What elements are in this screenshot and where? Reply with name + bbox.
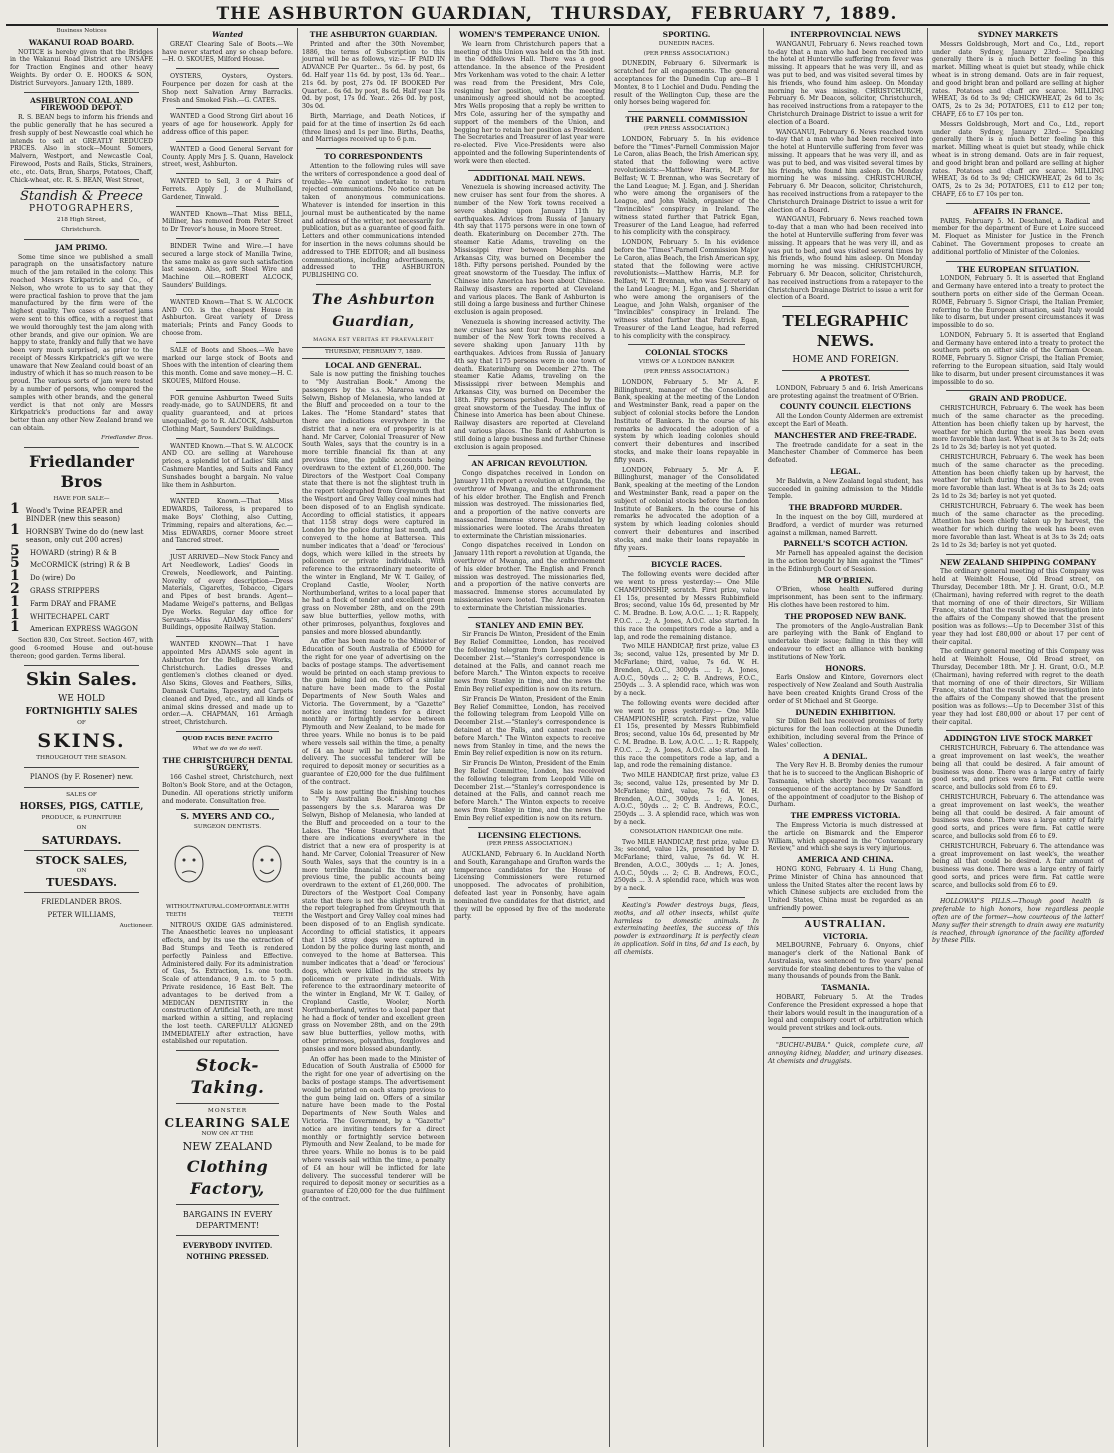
honors-body: Earls Onslow and Kintore, Governors elect respectively of New Zealand and South Australia have been created Knights Grand Cross of the order of St Michael and St George. (768, 674, 923, 705)
interprovincial-head: INTERPROVINCIAL NEWS (790, 30, 901, 39)
america-china-head: AMERICA AND CHINA. (797, 855, 894, 865)
stanley-body: Sir Francis De Winton, President of the Emin Bey Relief Committee, London, has received the following telegram from Leopold Ville on December 21st.—"Stanley's correspondence is detained at the Falls, and cannot reach me before March." The Winton expects to receive news from Stanley in time, and the news the Emin Bey relief expedition is now on its return. (454, 695, 605, 758)
classified-ad: WANTED Known.—That S. W. ALCOCK AND CO. are selling at Warehouse prices, a splendid lot of Ladies' Silk and Cashmere Mantles, and Suits and Fancy Sunshades bought a bargain. No value like them in Ashburton. (162, 442, 293, 489)
list-item: 1 WHITECHAPEL CART (10, 606, 110, 623)
local-body: Sale is now putting the finishing touches to "My Australian Book." Among the passengers by the s.s. Mararoa was Dr Selwyn, Bishop of Melanesia, who landed at the Bluff and proceeded on a tour to the Lakes. The "Home Standard" states that there are indications everywhere in the district that a new era of prosperity is at hand. Mr Carver, Colonial Treasurer of New South Wales, says that the country is in a more terrible financial fix than at any previous time, the public accounts being overdrawn to the extent of £1,260,000. The Directors of the Westport Coal Company state that there is not the slightest truth in the report telegraphed from Greymouth that the Westport and Grey Valley coal mines had been disposed of to an English syndicate. According to official statistics, it appears that 1158 stray dogs were captured in London by the police during last month, and conveyed to the home at Battersea. This number indicates that a 'dead' or 'ferocious' dogs, which were killed in the streets by policemen or private individuals. With reference to the extraordinary meteorite of the winter in England, Mr W. T. Gailey, of Cropland Castle, Wooler, North Northumberland, writes to a local paper that he had a flock of tender and excellent green grass on November 28th, and on the 29th saw blue butterflies, yellow moths, with other primroses, polyanthus, foxgloves and pansies and more blossed abundantly. (302, 371, 445, 636)
legal-head: LEGAL. (830, 467, 861, 477)
holloway-ad: HOLLOWAY'S PILLS.—Though good health is preferable to high honors, how regardless people often are of the former—how courteous of the latter! Many suffer their strength to drain away ere maturity is reached, through ignorance of the facility afforded by these Pills. (932, 898, 1104, 945)
births-notices: Birth, Marriage, and Death Notices, if paid for at the time of insertion 2s 6d each (three lines) and 1s per line. Births, Deaths, and Marriages received up to 6 p.m. (302, 112, 445, 144)
colonial-sub: VIEWS OF A LONDON BANKER (638, 359, 735, 366)
keating-ad: Keating's Powder destroys bugs, fleas, moths, and all other insects, whilst quite harmless to domestic animals. In exterminating beetles, the success of this powder is extraordinary. It is perfectly clean in application. Sold in tins, 6d and 1s each, by all chemists. (614, 902, 759, 956)
classified-ad: WANTED a Good Strong Girl about 16 years of age for housework. Apply for address office of this paper. (162, 113, 293, 136)
classified-ad: WANTED KNOWN—That I have appointed Mrs ADAMS sole agent in Ashburton for the Bellgas Dye Works, Christchurch. Ladies dresses and gentlemen's clothes cleaned or dyed. Also Skins, Gloves and Feathers, Silks, Damask Curtains, Tapestry, and Carpets cleaned and Dyed, etc., and all kinds of animal skins dressed and made up to order.—A. CHAPMAN, 161 Armagh street, Christchurch. (162, 641, 293, 727)
honors-head: HONORS. (825, 663, 866, 673)
sporting-head: SPORTING. (662, 30, 711, 39)
parnell-scotch-body: Mr Parnell has appealed against the decision in the action brought by him against the "Times" in the Edinburgh Court of Session. (768, 550, 923, 573)
columns (6, 28, 1108, 1447)
mail-body: Venezuela is showing increased activity. The new cruiser has sent four from the shores. A number of the New York towns received a severe shaking upon January 11th by earthquakes. Advices from Russia of January 4th say that 1175 persons were in one town of death. Ekaterinburg on December 27th. The steamer Katie Adams, traveling on the Mississippi river between Memphis and Arkansas City, was burned on December the 18th. Fifty persons perished. Pounded by the great snowstorm of the Tuesday. The influx of Chinese into America has been about Chinese. Railway disasters are reported at Cleveland and various places. The Bank of Ashburton is still doing a large business and further Chinese exclusion is again proposed. (454, 318, 605, 451)
studio-address: 218 High Street, (56, 217, 107, 224)
parnell-scotch-head: PARNELL'S SCOTCH ACTION. (783, 539, 908, 549)
local-body-2: An offer has been made to the Minister of Education of South Australia of £5000 for the right for one year of advertising on the backs of postage stamps. The advertisement would be printed on each stamp previous to the gum being laid on. Offers of a similar nature have been made to the Postal Departments of New South Wales and Victoria. The Government, by a "Gazette" notice are inviting tenders for a direct monthly or fortnightly service between Plymouth and New Zealand, to be made for three years. While no bonus is to be paid where vessels sail within the time, a penalty of £4 an hour will be inflicted for late delivery. The successful tenderer will be required to deposit money or securities as a guarantee of £20,000 for the due fulfilment of the contract. (302, 638, 445, 786)
classified-ad: BINDER Twine and Wire.—I have secured a large stock of Manilla Twine, the same make as gave such satisfaction last season. Also, soft Steel Wire and Machine Oil.—ROBERT ALCOCK, Saunders' Buildings. (162, 242, 293, 289)
stock-taking-title: Stock-Taking. (190, 1056, 265, 1099)
list-item: 1 Do (wire) Do (10, 568, 76, 585)
skin-of: OF (77, 719, 86, 726)
myers-head: S. MYERS AND CO., (180, 812, 275, 823)
motto: QUOD FACIS BENE FACITO (182, 735, 273, 742)
temperance-head: WOMEN'S TEMPERANCE UNION. (459, 30, 600, 39)
mail-body: Venezuela is showing increased activity. The new cruiser has sent four from the shores. A number of the New York towns received a severe shaking upon January 11th by earthquakes. Advices from Russia of January 4th say that 1175 persons were in one town of death. Ekaterinburg on December 27th. The steamer Katie Adams, traveling on the Mississippi river between Memphis and Arkansas City, was burned on December the 18th. Fifty persons perished. Pounded by the great snowstorm of the Tuesday. The influx of Chinese into America has been about Chinese. Railway disasters are reported at Cleveland and various places. The Bank of Ashburton is still doing a large business and further Chinese exclusion is again proposed. (454, 184, 605, 317)
motto-sub: What we do we do well. (192, 745, 263, 752)
masthead-date: FEBRUARY 7, 1889. (690, 4, 898, 24)
shipping-body: The ordinary general meeting of this Company was held at Weinholt House, Old Broad street, on Thursday, December 18th. Mr J. H. Grant, O.O., M.P. (Chairman), having referred with regret to the death that morning of one of their directors, Sir William France, stated that the result of the investigation into the affairs of the Company showed that the present position was as follows:—Up to December 31st of this year they had lost £80,000 or about 17 per cent of their capital. (932, 568, 1104, 646)
colonial-body: LONDON, February 5. Mr A. F. Billinghurst, manager of the Consolidated Bank, speaking at the meeting of the London and Westminster Bank, read a paper on the subject of colonial stocks before the London Institute of Bankers. In the course of his remarks he advocated the adoption of a system by which leading colonies should convert their debentures and inscribed stocks, and make their loans repayable in fifty years. (614, 378, 759, 464)
local-body: Sale is now putting the finishing touches to "My Australian Book." Among the passengers by the s.s. Mararoa was Dr Selwyn, Bishop of Melanesia, who landed at the Bluff and proceeded on a tour to the Lakes. The "Home Standard" states that there are indications everywhere in the district that a new era of prosperity is at hand. Mr Carver, Colonial Treasurer of New South Wales, says that the country is in a more terrible financial fix than at any previous time, the public accounts being overdrawn to the extent of £1,260,000. The Directors of the Westport Coal Company state that there is not the slightest truth in the report telegraphed from Greymouth that the Westport and Grey Valley coal mines had been disposed of to an English syndicate. According to official statistics, it appears that 1158 stray dogs were captured in London by the police during last month, and conveyed to the home at Battersea. This number indicates that a 'dead' or 'ferocious' dogs, which were killed in the streets by policemen or private individuals. With reference to the extraordinary meteorite of the winter in England, Mr W. T. Gailey, of Cropland Castle, Wooler, North Northumberland, writes to a local paper that he had a flock of tender and excellent green grass on November 28th, and on the 29th saw blue butterflies, yellow moths, with other primroses, polyanthus, foxgloves and pansies and more blossed abundantly. (302, 788, 445, 1053)
friedlander-list (10, 501, 153, 636)
column-2 (158, 28, 298, 1447)
buchu-ad: "BUCHU-PAIBA." Quick, complete cure, all annoying kidney, bladder, and urinary diseases. At chemists and druggists. (768, 1042, 923, 1065)
australian-head: AUSTRALIAN. (804, 919, 887, 930)
wakanui-body: NOTICE is hereby given that the Bridges in the Wakanui Road District are UNSAFE for Traction Engines and other heavy Weights. By order O. E. HOOKS & SON, District Surveyors. January 12th, 1889. (10, 48, 153, 87)
manchester-head: MANCHESTER AND FREE-TRADE. (774, 430, 917, 440)
proposed-bank-head: THE PROPOSED NEW BANK. (784, 611, 907, 621)
dental-faces-illustration (167, 836, 289, 900)
denial-head: A DENIAL. (823, 751, 868, 761)
addington-body: CHRISTCHURCH, February 6. The attendance was a great improvement on last week's, the weather being all that could be desired. A fair amount of business was done. There was a large entry of fairly good sorts, and prices were firm. Fat cattle were scarce, and bullocks sold from £6 to £9. (932, 842, 1104, 889)
monster: MONSTER (207, 1108, 248, 1115)
jam-head: JAM PRIMO. (55, 242, 108, 252)
bicycle-head: BICYCLE RACES. (650, 560, 723, 570)
stanley-head: STANLEY AND EMIN BEY. (475, 620, 584, 630)
everybody-invited: EVERYBODY INVITED. NOTHING PRESSED. (182, 1240, 273, 1261)
list-item: 5 McCORMICK (string) R & B (10, 555, 130, 572)
proposed-bank-body: The promoters of the Anglo-Australian Bank are parleying with the Bank of England to undertake their issue; failing in this they will endeavour to effect an alliance with banking institutions of New York. (768, 622, 923, 661)
protest-head: A PROTEST. (820, 374, 871, 384)
telegraphic-sub: HOME AND FOREIGN. (792, 355, 899, 366)
pianos: PIANOS (by F. Rosener) new. (29, 773, 134, 782)
sporting-body: DUNEDIN, February 6. Silvermark is scratched for all engagements. The general acceptances for the Dunedin Cup are—B 1 Montex, 8 to 1 Lochiel and Dudu. Pending the result of the Wellington Cup, these are the only horses being wagered for. (614, 60, 759, 107)
list-item: 5 HOWARD (string) R & B (10, 542, 117, 559)
clothing-factory: Clothing Factory, (186, 1156, 269, 1198)
classified-ad: OYSTERS, Oysters, Oysters. Fourpence per dozen for cash at the Shop next Salvation Army Barracks. Fresh and Smoked Fish.—G. CATES. (162, 73, 293, 104)
classified-ad: WANTED Known.—That Miss EDWARDS, Tailoress, is prepared to make Boys' Clothing, also Cutting, Trimming, repairs and alterations, &c.—Miss EDWARDS, corner Moore street and Tancred street. (162, 498, 293, 545)
exhibition-body: Sir Dillon Bell has received promises of forty pictures for the loan collection at the Dunedin exhibition, including several from the Prince of Wales' collection. (768, 718, 923, 749)
situation-body: LONDON, February 5. It is asserted that England and Germany have entered into a treaty to protect the southern ports on either side of the German Ocean. ROME, February 5. Signor Crispi, the Italian Premier, referring to the European situation, said Italy would like to disarm, but under present circumstances it was impossible to do so. (932, 331, 1104, 386)
paper-motto: MAGNA EST VERITAS ET PRAEVALEBIT (313, 336, 434, 343)
studio-signature: Standish & Preece (20, 189, 143, 205)
temperance-body: We learn from Christchurch papers that a meeting of this Union was held on the 5th inst. in the Oddfellows Hall. There was a good attendance. In the absence of the President Mrs Vorkenham was voted to the chair. A letter was read from the President, Mrs Cole, resigning her position, which the meeting unanimously agreed should not be accepted. Mrs Wells proposing that a reply be written to Mrs Cole, assuring her of the sympathy and support of the members of the Union, and begging her to retain her position as President. The Secretaries and Treasurer of last year were re-elected. Five Vice-Presidents were also appointed and the following Superintendents of work were then elected. (454, 40, 606, 165)
new-zealand: NEW ZEALAND (182, 1139, 273, 1153)
consolation-head: CONSOLATION HANDICAP. One mile. (629, 828, 744, 835)
myers-sub: SURGEON DENTISTS. (193, 824, 262, 831)
manchester-body: The freetrade candidate for a seat in the Manchester Chamber of Commerce has been defeated. (768, 441, 923, 465)
affairs-body: PARIS, February 5. M. Deschanel, a Radical and member for the department of Eure et Loire succeed M. Floquet as Minister for Justice in the French Cabinet. The Government proposes to create an additional portfolio of Minister of the Colonies. (932, 217, 1104, 256)
skin-we-hold: WE HOLD (57, 693, 106, 704)
interprovincial-body: WANGANUI, February 6. News reached town to-day that a man who had been received into the hotel at Hunterville suffering from fever was missing. It appears that he was very ill, and as was put to bed, and was visited several times by his friends, who found him asleep. On Monday morning he was missing. CHRISTCHURCH, February 6. Mr Deacon, solicitor, Christchurch, has received instructions from a ratepayer to the Christchurch Drainage District to issue a writ for election of a Board. (768, 216, 923, 302)
column-3 (298, 28, 450, 1447)
sydney-body: Messrs Goldsbrough, Mort and Co., Ltd., report under date Sydney, January 23rd:— Speaking generally there is a much better feeling in this market. Milling wheat is quiet but steady, while chick wheat is in strong demand. Oats are in fair request, and good bright bran and pollard are selling at higher rates. Potatoes and chaff are scarce. MILLING WHEAT, 3s 6d to 3s 9d; CHICKWHEAT, 2s 6d to 3s; OATS, 2s to 2s 3d; POTATOES, £11 to £12 per ton; CHAFF, £6 to £7 10s per ton. (932, 120, 1104, 198)
licensing-sub: (PER PRESS ASSOCIATION.) (486, 841, 573, 848)
grain-body: CHRISTCHURCH, February 6. The week has been much of the same character as the preceding. Attention has been chiefly taken up by harvest, the weather for which during the week has been even more favorable than last. Wheat is at 3s to 3s 2d; oats 2s 1d to 2s 3d; barley is not yet quoted. (932, 454, 1104, 501)
on-2: ON (76, 867, 87, 874)
correspondents-head: TO CORRESPONDENTS (324, 152, 423, 162)
dunedin-races: DUNEDIN RACES. (658, 40, 715, 47)
list-item: 1 Wood's Twine REAPER and BINDER (new this season) (10, 501, 123, 524)
list-item: 1 Farm DRAY and FRAME (10, 593, 117, 610)
classified-ad: WANTED to Sell, 3 or 4 Pairs of Ferrets. Apply J. de Mulholland, Gardener, Tinwald. (162, 178, 293, 201)
myers-label: NATURAL. (195, 903, 226, 910)
stock-sales: STOCK SALES, (35, 853, 128, 867)
column-7 (928, 28, 1108, 1447)
bicycle-body: The following events were decided after we went to press yesterday:— One Mile CHAMPIONSHIP, scratch. First prize, value £1 15s, presented by Messrs Rubbimfield Bros; second, value 10s 6d, presented by Mr C. M. Bradne. B. Low, A.O.C. ... 1; R. Rappely, F.O.C. ... 2; A. Jones, A.O.C. also started. In this race the competitors rode a lap, and a lap, and rode the remaining distance. (614, 699, 759, 770)
interprovincial-body: WANGANUI, February 6. News reached town to-day that a man who had been received into the hotel at Hunterville suffering from fever was missing. It appears that he was very ill, and as was put to bed, and was visited several times by his friends, who found him asleep. On Monday morning he was missing. CHRISTCHURCH, February 6. Mr Deacon, solicitor, Christchurch, has received instructions from a ratepayer to the Christchurch Drainage District to issue a writ for election of a Board. (768, 40, 923, 126)
classified-ad: WANTED a Good General Servant for County. Apply Mrs J. S. Quann, Havelock street, west, Ashburton. (162, 145, 293, 169)
dental-address: 166 Cashel street, Christchurch, next Bolton's Book Store, and at the Octagon, Dunedin. All operations strictly uniform and moderate. Consultation free. (162, 774, 293, 805)
wanted-head: Wanted (211, 30, 244, 39)
addington-body: CHRISTCHURCH, February 6. The attendance was a great improvement on last week's, the weather being all that could be desired. A fair amount of business was done. There was a large entry of fairly good sorts, and prices were firm. Fat cattle were scarce, and bullocks sold from £6 to £9. (932, 745, 1104, 792)
bicycle-body: The following events were decided after we went to press yesterday:— One Mile CHAMPIONSHIP, scratch. First prize, value £1 15s, presented by Messrs Rubbimfield Bros; second, value 10s 6d, presented by Mr C. M. Bradne. B. Low, A.O.C. ... 1; R. Rappely, F.O.C. ... 2; A. Jones, A.O.C. also started. In this race the competitors rode a lap, and a lap, and rode the remaining distance. (614, 571, 759, 641)
paper-title: The Ashburton Guardian, (311, 291, 436, 330)
bicycle-body-2: Two MILE HANDICAP, first prize, value £3 3s; second, value 12s, presented by Mr D. McFarlane; third, value, 7s 6d. W. H. Brenden, A.O.C., 300yds ... 1; A. Jones, A.O.C., 50yds ... 2; C. B. Andrews, F.O.C., 250yds ... 3. A splendid race, which was won by a neck. (614, 838, 759, 893)
bicycle-body-2: Two MILE HANDICAP, first prize, value £3 3s; second, value 12s, presented by Mr D. McFarlane; third, value, 7s 6d. W. H. Brenden, A.O.C., 300yds ... 1; A. Jones, A.O.C., 50yds ... 2; C. B. Andrews, F.O.C., 250yds ... 3. A splendid race, which was won by a neck. (614, 643, 759, 698)
studio-city: Christchurch. (61, 226, 102, 233)
skin-fortnightly: FORTNIGHTLY SALES (25, 706, 138, 717)
licensing-body: AUCKLAND, February 6. In Auckland North and South, Karangahape and Grafton wards the temperance candidates for the House of Licensing Commissioners were returned unopposed. The advocates of prohibition, defeated last year in Ponsonby, have again nominated five candidates for that district, and they will be opposed by five of the moderate party. (454, 851, 605, 921)
addington-body: CHRISTCHURCH, February 6. The attendance was a great improvement on last week's, the weather being all that could be desired. A fair amount of business was done. There was a large entry of fairly good sorts, and prices were firm. Fat cattle were scarce, and bullocks sold from £6 to £9. (932, 793, 1104, 840)
classified-ad: WANTED Known—That Miss BELL, Milliner, has removed from Peter Street to Dr Trevor's house, in Moore Street. (162, 210, 293, 234)
classified-ad: JUST ARRIVED—New Stock Fancy and Art Needlework, Ladies' Goods in Crewels, Needlework, and Painting. Novelty of every description—Dress Materials, Cigarettes, Tobacco, Cigars and Pipes of best brands. Agent—Madame Weigel's patterns, and Bellgas Dye Works. Regular day office for Servants—Miss ADAMS, Saunders' Buildings, opposite Railway Station. (162, 554, 293, 632)
stanley-body: Sir Francis De Winton, President of the Emin Bey Relief Committee, London, has received the following telegram from Leopold Ville on December 21st.—"Stanley's correspondence is detained at the Falls, and cannot reach me before March." The Winton expects to receive news from Stanley in time, and the news the Emin Bey relief expedition is now on its return. (454, 760, 605, 822)
sydney-head: SYDNEY MARKETS (977, 30, 1059, 39)
addington-head: ADDINGTON LIVE STOCK MARKET (943, 734, 1093, 744)
skin-season: THROUGHOUT THE SEASON. (36, 755, 127, 762)
situation-body: LONDON, February 5. It is asserted that England and Germany have entered into a treaty to protect the southern ports on either side of the German Ocean. ROME, February 5. Signor Crispi, the Italian Premier, referring to the European situation, said Italy would like to disarm, but under present circumstances it was impossible to do so. (932, 275, 1104, 330)
shipping-head: NEW ZEALAND SHIPPING COMPANY (940, 557, 1096, 567)
legal-body: Mr Baldwin, a New Zealand legal student, has succeeded in gaining admission to the Middle Temple. (768, 477, 923, 501)
situation-head: THE EUROPEAN SITUATION. (957, 264, 1079, 274)
sydney-body: Messrs Goldsbrough, Mort and Co., Ltd., report under date Sydney, January 23rd:— Speaking generally there is a much better feeling in this market. Milling wheat is quiet but steady, while chick wheat is in strong demand. Oats are in fair request, and good bright bran and pollard are selling at higher rates. Potatoes and chaff are scarce. MILLING WHEAT, 3s 6d to 3s 9d; CHICKWHEAT, 2s 6d to 3s; OATS, 2s to 2s 3d; POTATOES, £11 to £12 per ton; CHAFF, £6 to £7 10s per ton. (932, 40, 1104, 118)
footer-auctioneer: Auctioneer. (119, 923, 153, 930)
parnell-body: LONDON, February 5. In his evidence before the "Times"-Parnell Commission Major Le Caron, alias Beach, the Irish American spy, stated that the following were active revolutionists:—Matthew Harris, M.P. for Belfast; W. T. Brennan, who was Secretary of the Land League; M. J. Egan, and J. Sheridan who were among the organisers of the League, and John Walsh, organiser of the "Invincibles" conspiracy in Ireland. The witness stated further that Patrick Egan, Treasurer of the Land League, had referred to his complicity with the conspiracy. (614, 239, 759, 340)
produce-line: PRODUCE, & FURNITURE (41, 815, 122, 821)
skin-sales-title: Skin Sales. (25, 668, 137, 690)
horses-line: HORSES, PIGS, CATTLE, (19, 802, 144, 812)
stanley-body: Sir Francis De Winton, President of the Emin Bey Relief Committee, London, has received the following telegram from Leopold Ville on December 21st.—"Stanley's correspondence is detained at the Falls, and cannot reach me before March." The Winton expects to receive news from Stanley in time, and the news the Emin Bey relief expedition is now on its return. (454, 631, 605, 693)
wakanui-head: WAKANUI ROAD BOARD. (28, 37, 135, 47)
masthead (6, 4, 1108, 26)
clearing-sale: CLEARING SALE (164, 1116, 291, 1131)
bradford-head: THE BRADFORD MURDER. (788, 503, 903, 513)
coal-head: ASHBURTON COAL AND FIREWOOD DEPOT. (30, 95, 133, 113)
shipping-body: The ordinary general meeting of this Company was held at Weinholt House, Old Broad street, on Thursday, December 18th. Mr J. H. Grant, O.O., M.P. (Chairman), having referred with regret to the death that morning of one of their directors, Sir William France, stated that the result of the investigation into the affairs of the Company showed that the present position was as follows:—Up to December 31st of this year they had lost £80,000 or about 17 per cent of their capital. (932, 648, 1104, 726)
bicycle-body-2: Two MILE HANDICAP, first prize, value £3 3s; second, value 12s, presented by Mr D. McFarlane; third, value, 7s 6d. W. H. Brenden, A.O.C., 300yds ... 1; A. Jones, A.O.C., 50yds ... 2; C. B. Andrews, F.O.C., 250yds ... 3. A splendid race, which was won by a neck. (614, 772, 759, 826)
myers-label: WITHOUT TEETH (166, 903, 196, 918)
african-head: AN AFRICAN REVOLUTION. (471, 459, 588, 469)
coal-body: R. S. BEAN begs to inform his friends and the public generally that he has secured a fresh supply of best Newcastle coal which he intends to sell at GREATLY REDUCED PRICES. Also in stock—Mount Somers, Malvern, Westport, and Newcastle Coal, Firewood, Posts and Rails, Sticks, Strainers, etc., etc. Oats, Bran, Sharps, Potatoes, Chaff, Chick-wheat, etc. R. S. BEAN, West Street, (10, 114, 153, 184)
press-association: (PER PRESS ASSOCIATION.) (643, 125, 730, 132)
empress-head: THE EMPRESS VICTORIA. (790, 811, 901, 821)
grain-head: GRAIN AND PRODUCE. (969, 394, 1067, 404)
grain-body: CHRISTCHURCH, February 6. The week has been much of the same character as the preceding. Attention has been chiefly taken up by harvest, the weather for which during the week has been even more favorable than last. Wheat is at 3s to 3s 2d; oats 2s 1d to 2s 3d; barley is not yet quoted. (932, 502, 1104, 549)
footer-peter-williams: PETER WILLIAMS, (47, 911, 116, 920)
skin-skins: SKINS. (37, 730, 126, 753)
telegraphic-head: TELEGRAPHIC NEWS. (782, 312, 909, 351)
exhibition-head: DUNEDIN EXHIBITION. (795, 707, 896, 717)
african-body: Congo dispatches received in London on January 11th report a revolution at Uganda, the overthrow of Mwanga, and the enthronement of his elder brother. The English and French mission was destroyed. The missionaries fled, and a proportion of the native converts are massacred. Immense stores accumulated by missionaries were looted. The Arabs threaten to exterminate the Christian missionaries. (454, 470, 605, 540)
column-6 (764, 28, 928, 1447)
tasmania-head: TASMANIA. (821, 983, 870, 993)
obrien-body: O'Brien, whose health suffered during imprisonment, has been sent to the infirmary. His clothes have been restored to him. (768, 586, 923, 610)
classified-ad: GREAT Clearing Sale of Boots.—We have never started any so cheap before.—H. O. SKOUES, Milford House. (162, 40, 293, 64)
section-head: Business Notices (56, 28, 107, 34)
column-1 (6, 28, 158, 1447)
victoria-head: VICTORIA. (823, 931, 868, 941)
friedlander-title: Friedlander Bros (29, 451, 134, 491)
obrien-head: MR O'BRIEN. (817, 575, 874, 585)
county-body: All the London County Aldermen are extremist except the Earl of Meath. (768, 413, 923, 429)
masthead-title: THE ASHBURTON GUARDIAN, (216, 4, 533, 24)
correspondents-body: Attention to the following rules will save the writers of correspondence a good deal of trouble:—We cannot undertake to return rejected communications. No notice can be taken of anonymous communications. Whatever is intended for insertion in this journal must be authenticated by the name and address of the writer, not necessarily for publication, but as a guarantee of good faith. Letters and other communications intended for insertion in the news columns should be addressed to THE EDITOR; and all business communications, including advertisements, addressed to THE ASHBURTON PUBLISHING CO. (302, 162, 445, 280)
protest-body: LONDON, February 5 and 6. Irish Americans are protesting against the treatment of O'Brien. (768, 384, 923, 400)
on-1: ON (76, 824, 87, 831)
myers-body: NITROUS OXIDE GAS administered. The Anaesthetic leaves no unpleasant effects, and by its use the extraction of Bad Stumps and Teeth is rendered perfectly Painless and Effective. Administered daily. For its administration of Gas, 5s. Extraction, 1s. one tooth. Scale of attendance, 9 a.m. to 5 p.m. Private residence, 16 East Belt. The advantages to be derived from a MEDICAN DENTISTRY in the construction of Artificial Teeth, are most marked within a sitting, and replacing the lost teeth. CAREFULLY ALIGNED IMMEDIATELY after extraction, have established our reputation. (162, 921, 293, 1046)
local-body-2: An offer has been made to the Minister of Education of South Australia of £5000 for the right for one year of advertising on the backs of postage stamps. The advertisement would be printed on each stamp previous to the gum being laid on. Offers of a similar nature have been made to the Postal Departments of New South Wales and Victoria. The Government, by a "Gazette" notice are inviting tenders for a direct monthly or fortnightly service between Plymouth and New Zealand, to be made for three years. While no bonus is to be paid where vessels sail within the time, a penalty of £4 an hour will be inflicted for late delivery. The successful tenderer will be required to deposit money or securities as a guarantee of £20,000 for the due fulfilment of the contract. (302, 1055, 445, 1203)
jam-signature: Friedlander Bros. (101, 434, 153, 441)
colonial-head: COLONIAL STOCKS (645, 348, 728, 358)
column-4 (450, 28, 610, 1447)
friedlander-section: Section 830, Cox Street. Section 467, with good 6-roomed House and out-house thereon; good garden. Terms liberal. (10, 637, 153, 660)
classified-ad: SALE of Boots and Shoes.—We have marked our large stock of Boots and Shoes with the intention of clearing them this month. Come and save money.—H. C. SKOUES, Milford House. (162, 346, 293, 385)
press-association: (PER PRESS ASSOCIATION.) (643, 50, 730, 57)
paper-date: THURSDAY, FEBRUARY 7, 1889. (302, 347, 445, 359)
interprovincial-body: WANGANUI, February 6. News reached town to-day that a man who had been received into the hotel at Hunterville suffering from fever was missing. It appears that he was very ill, and as was put to bed, and was visited several times by his friends, who found him asleep. On Monday morning he was missing. CHRISTCHURCH, February 6. Mr Deacon, solicitor, Christchurch, has received instructions from a ratepayer to the Christchurch Drainage District to issue a writ for election of a Board. (768, 128, 923, 214)
footer-friedlander: FRIEDLANDER BROS. (41, 898, 122, 907)
mail-head: ADDITIONAL MAIL NEWS. (473, 173, 586, 183)
column-5 (610, 28, 764, 1447)
america-china-body: HONG KONG, February 4. Li Hung Chang, Prime Minister of China has announced that unless the United States alter the recent laws by which Chinese subjects are excluded from the United States, China must be regarded as an unfriendly power. (768, 865, 923, 912)
parnell-body: LONDON, February 5. In his evidence before the "Times"-Parnell Commission Major Le Caron, alias Beach, the Irish American spy, stated that the following were active revolutionists:—Matthew Harris, M.P. for Belfast; W. T. Brennan, who was Secretary of the Land League; M. J. Egan, and J. Sheridan who were among the organisers of the League, and John Walsh, organiser of the "Invincibles" conspiracy in Ireland. The witness stated further that Patrick Egan, Treasurer of the Land League, had referred to his complicity with the conspiracy. (614, 135, 759, 237)
classified-ad: WANTED Known—That S. W. ALCOCK AND CO. is the cheapest House in Ashburton. Great variety of Dress materials; Prints and Fancy Goods to choose from. (162, 298, 293, 337)
licensing-head: LICENSING ELECTIONS. (477, 830, 582, 840)
friedlander-sale: HAVE FOR SALE— (53, 495, 110, 502)
studio-line: PHOTOGRAPHERS, (28, 204, 135, 215)
denial-body: The Very Rev H. B. Bromby denies the rumour that he is to succeed to the Anglican Bishopric of Tasmania, which shortly becomes vacant in consequence of the acceptance by Dr Sandford of the appointment of coadjutor to the Bishop of Durham. (768, 762, 923, 809)
empress-body: The Empress Victoria is much distressed at the article on Bismarck and the Emperor William, which appeared in the "Contemporary Review," and which she says is very injurious. (768, 821, 923, 853)
myers-labels (166, 903, 294, 920)
list-item: 2 GRASS STRIPPERS (10, 581, 100, 598)
victoria-body: MELBOURNE, February 6. Onyons, chief manager's clerk of the National Bank of Australasia, was sentenced to five years' penal servitude for stealing debentures to the value of many thousands of pounds from the Bank. (768, 942, 923, 981)
bradford-body: In the inquest on the boy Gill, murdered at Bradford, a verdict of murder was returned against a milkman, named Barrett. (768, 514, 923, 537)
dental-head: THE CHRISTCHURCH DENTAL SURGERY, (162, 755, 293, 773)
colonial-body: LONDON, February 5. Mr A. F. Billinghurst, manager of the Consolidated Bank, speaking at the meeting of the London and Westminster Bank, read a paper on the subject of colonial stocks before the London Institute of Bankers. In the course of his remarks he advocated the adoption of a system by which leading colonies should convert their debentures and inscribed stocks, and make their loans repayable in fifty years. (614, 466, 759, 552)
list-item: 1 American EXPRESS WAGGON (10, 619, 139, 636)
sales-of: SALES OF (66, 792, 97, 799)
list-item: 1 HORNSBY Twine do do (new last season, only cut 200 acres) (10, 522, 144, 544)
myers-label: WITH TEETH (272, 903, 294, 918)
saturdays: SATURDAYS. (41, 833, 122, 847)
affairs-head: AFFAIRS IN FRANCE. (973, 206, 1063, 216)
now-on: NOW ON AT THE (201, 1131, 254, 1138)
tasmania-body: HOBART, February 5. At the Trades Conference the President expressed a hope that their labors would result in the inauguration of a legal and compulsory court of arbitration which would prevent strikes and lock-outs. (768, 994, 923, 1033)
subscription-terms: Printed and after the 30th November, 1886, the terms of Subscription to this journal will be as follows, viz:— IF PAID IN ADVANCE Per Quarter... 5s 6d. by post, 6s 6d. Half year 11s 6d. by post, 13s 6d. Year... 21s 6d. by post, 27s 0d. IF BOOKED Per Quarter... 6s 6d. by post, 8s 6d. Half year 13s 0d. by post, 17s 0d. Year... 26s 0d. by post, 30s 0d. (302, 40, 445, 111)
classified-ad: FOR genuine Ashburton Tweed Suits ready-made, go to SAUNDERS, fit and quality guaranteed, and at prices unequalled; go to R. ALCOCK, Ashburton Clothing Mart, Saunders' Buildings. (162, 394, 293, 433)
guardian-head: THE ASHBURTON GUARDIAN. (309, 30, 438, 39)
county-head: COUNTY COUNCIL ELECTIONS (779, 402, 912, 412)
local-head: LOCAL AND GENERAL. (325, 360, 422, 370)
press-association: (PER PRESS ASSOCIATION.) (643, 369, 730, 376)
bargains: BARGAINS IN EVERY DEPARTMENT! (182, 1209, 273, 1230)
masthead-day: THURSDAY, (550, 4, 673, 24)
myers-label: COMFORTABLE. (225, 903, 273, 910)
tuesdays: TUESDAYS. (46, 876, 117, 890)
grain-body: CHRISTCHURCH, February 6. The week has been much of the same character as the preceding. Attention has been chiefly taken up by harvest, the weather for which during the week has been even more favorable than last. Wheat is at 3s to 3s 2d; oats 2s 1d to 2s 3d; barley is not yet quoted. (932, 405, 1104, 452)
african-body: Congo dispatches received in London on January 11th report a revolution at Uganda, the overthrow of Mwanga, and the enthronement of his elder brother. The English and French mission was destroyed. The missionaries fled, and a proportion of the native converts are massacred. Immense stores accumulated by missionaries were looted. The Arabs threaten to exterminate the Christian missionaries. (454, 542, 605, 612)
jam-body: Some time since we published a small paragraph on the unsatisfactory nature much of the jam retailed in the colony. This reached Messrs Kirkpatrick and Co., of Nelson, who wrote to us to say that they were practical fashion to prove that the jam manufactured by the firm were of the highest quality. Two cases of assorted jams were sent to this office, with a request that we would thoroughly test the jam along with other brands, and give our opinion. We are happy to state, frankly and fully that we have been very much surprised, as prior to the receipt of Messrs Kirkpatrick's gift we were unaware that New Zealand could boast of an industry of which it has so much reason to be proud. The various sorts of jam were tested by a number of persons, who compared the samples with other brands, and the general verdict is that not only are Messrs Kirkpatrick's productions far and away better than any other New Zealand brand we can obtain. (10, 253, 153, 433)
parnell-head: THE PARNELL COMMISSION (625, 115, 748, 125)
